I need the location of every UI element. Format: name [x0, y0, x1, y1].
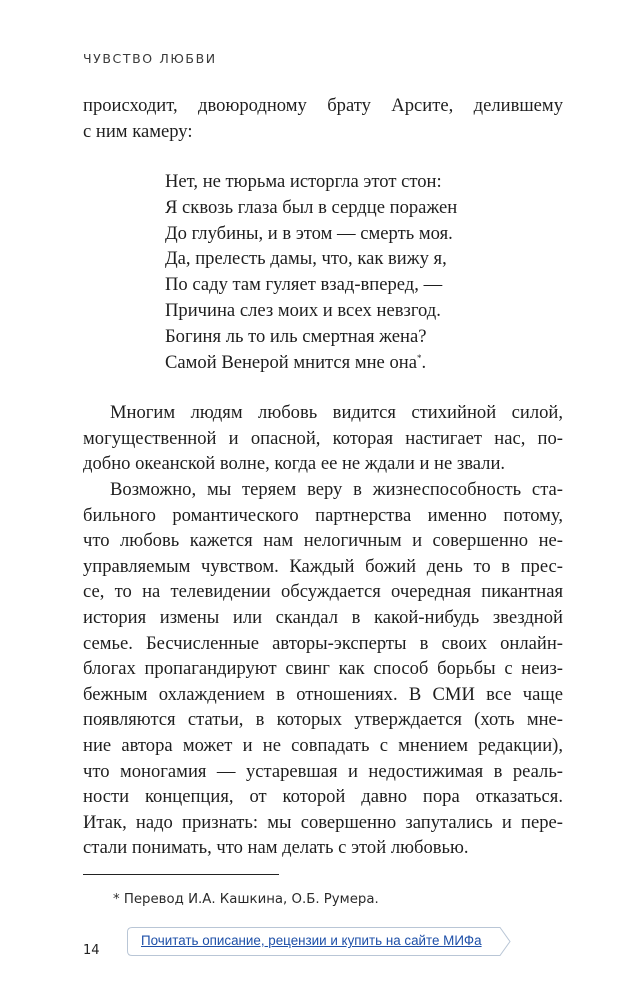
text-line: Итак, надо признать: мы совершенно запутались и пере- [83, 811, 563, 833]
text-line: се, то на телевидении обсуждается очередная пикантная [83, 581, 563, 603]
text-line: ности концепция, от которой давно пора отказаться. [83, 786, 563, 808]
text-line: история измены или скандал в какой-нибудь звездной [83, 606, 563, 628]
promo-banner[interactable] [127, 927, 511, 956]
text-line: блогах пропагандируют свинг как способ борьбы с неиз- [83, 658, 563, 680]
body-paragraph-1 [83, 400, 563, 477]
text-line: что моногамия — устаревшая и недостижимая в реаль- [83, 760, 563, 782]
verse-line: По саду там гуляет взад-вперед, — [165, 274, 443, 296]
promo-link[interactable]: Почитать описание, рецензии и купить на сайте МИФа [141, 933, 482, 948]
text-line: ние автора может и не совпадать с мнением редакции), [83, 734, 563, 756]
verse-line: До глубины, и в этом — смерть моя. [165, 222, 453, 244]
text-line: происходит, двоюродному брату Арсите, делившему [83, 95, 563, 116]
text-line: бильного романтического партнерства именно потому, [83, 504, 563, 526]
verse-line: Богиня ль то иль смертная жена? [165, 325, 427, 347]
verse-line: Я сквозь глаза был в сердце поражен [165, 196, 458, 218]
text-line: стали понимать, что нам делать с этой любовью. [83, 837, 469, 859]
verse-line: Причина слез моих и всех невзгод. [165, 299, 441, 321]
verse-line: Да, прелесть дамы, что, как вижу я, [165, 248, 447, 270]
text-line: появляются статьи, в которых утверждается (хоть мне- [83, 709, 563, 731]
verse-line-last: Самой Венерой мнится мне она*. [165, 351, 427, 373]
intro-paragraph [83, 93, 563, 144]
text-line: управляемым чувством. Каждый божий день то в прес- [83, 555, 563, 577]
page-number: 14 [83, 943, 100, 958]
footnote: * Перевод И.А. Кашкина, О.Б. Румера. [113, 892, 379, 907]
footnote-divider [83, 874, 279, 875]
poem-verse [165, 169, 457, 375]
text-line: Многим людям любовь видится стихийной силой, [110, 402, 563, 423]
text-line: добно океанской волне, когда ее не ждали и не звали. [83, 453, 506, 475]
verse-line: Нет, не тюрьма исторгла этот стон: [165, 171, 442, 192]
text-line: что любовь кажется нам нелогичным и совершенно не- [83, 530, 563, 552]
text-line: бежным охлаждением в отношениях. В СМИ все чаще [83, 683, 563, 705]
text-line: семье. Бесчисленные авторы-эксперты в своих онлайн- [83, 632, 563, 654]
footnote-marker: * [416, 352, 422, 363]
text-line: Возможно, мы теряем веру в жизнеспособность ста- [110, 479, 563, 500]
verse-line-text: Самой Венерой мнится мне она [165, 351, 417, 373]
text-line: с ним камеру: [83, 120, 193, 142]
body-paragraph-2 [83, 477, 563, 861]
text-line: могущественной и опасной, которая настигает нас, по- [83, 427, 563, 449]
running-head: ЧУВСТВО ЛЮБВИ [83, 51, 217, 66]
